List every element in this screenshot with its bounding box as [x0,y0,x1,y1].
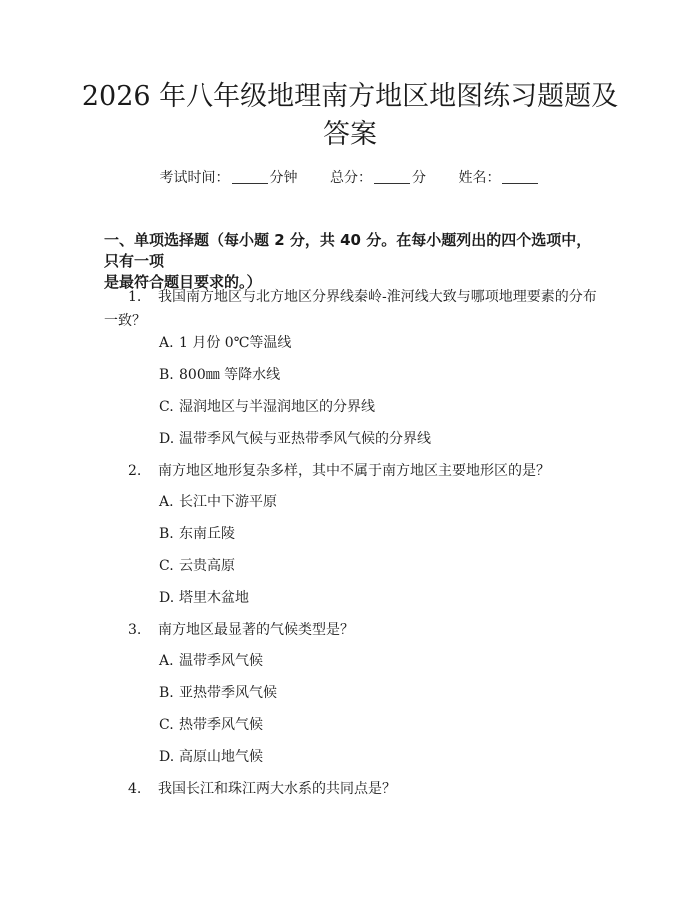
option-text: 亚热带季风气候 [179,685,277,701]
option-1c [159,397,375,417]
option-text: 东南丘陵 [179,526,235,542]
option-text: 热带季风气候 [179,717,263,733]
option-text: 长江中下游平原 [179,494,277,510]
time-unit: 分钟 [269,170,298,186]
option-text: 高原山地气候 [179,749,263,765]
score-blank [374,169,410,184]
option-letter: B. [159,685,174,701]
exam-meta [0,168,700,188]
question-text: 南方地区最显著的气候类型是？ [158,622,354,638]
question-text: 我国南方地区与北方地区分界线秦岭-淮河线大致与哪项地理要素的分布 [158,289,597,305]
option-2c [159,556,235,576]
option-letter: A. [159,335,174,351]
option-letter: D. [159,431,175,447]
question-text: 南方地区地形复杂多样，其中不属于南方地区主要地形区的是？ [158,463,550,479]
title-line-2: 答案 [323,119,377,150]
section-line-1: 一、单项选择题（每小题 2 分，共 40 分。在每小题列出的四个选项中，只有一项 [104,231,592,270]
question-number: 1. [128,289,142,305]
option-1b [159,365,280,385]
question-number: 2. [128,463,142,479]
option-letter: B. [159,367,174,383]
option-letter: C. [159,399,174,415]
option-3d [159,747,263,767]
question-1 [104,285,604,333]
score-label: 总分： [330,170,372,186]
option-1a [159,333,291,353]
option-2a [159,492,277,512]
question-2 [104,459,604,483]
time-field [160,170,302,186]
question-text-cont: 一致？ [104,313,146,329]
option-text: 1 月份 0℃等温线 [179,335,292,351]
exam-title [60,78,640,154]
name-field [458,170,540,186]
option-letter: B. [159,526,174,542]
question-4 [104,777,604,801]
option-text: 塔里木盆地 [179,590,249,606]
score-unit: 分 [412,170,426,186]
time-label: 考试时间： [159,170,230,186]
question-number: 4. [128,781,142,797]
question-text: 我国长江和珠江两大水系的共同点是？ [158,781,396,797]
title-line-1: 2026 年八年级地理南方地区地图练习题题及 [81,81,619,112]
name-label: 姓名： [458,170,501,186]
option-letter: C. [159,717,174,733]
option-2d [159,588,249,608]
option-2b [159,524,235,544]
section-heading [104,230,604,293]
option-3c [159,715,263,735]
option-text: 800㎜ 等降水线 [179,367,281,383]
section-line-2: 是最符合题目要求的。） [104,273,262,291]
option-1d [159,429,431,449]
option-letter: C. [159,558,174,574]
option-text: 温带季风气候 [179,653,263,669]
option-letter: D. [159,590,175,606]
option-3b [159,683,277,703]
name-blank [502,169,538,184]
option-text: 湿润地区与半湿润地区的分界线 [179,399,375,415]
option-3a [159,651,263,671]
time-blank [232,169,268,184]
option-text: 温带季风气候与亚热带季风气候的分界线 [179,431,431,447]
score-field [330,170,430,186]
option-letter: A. [159,653,174,669]
option-letter: A. [159,494,174,510]
question-3 [104,618,604,642]
question-number: 3. [128,622,142,638]
option-letter: D. [159,749,175,765]
option-text: 云贵高原 [179,558,235,574]
